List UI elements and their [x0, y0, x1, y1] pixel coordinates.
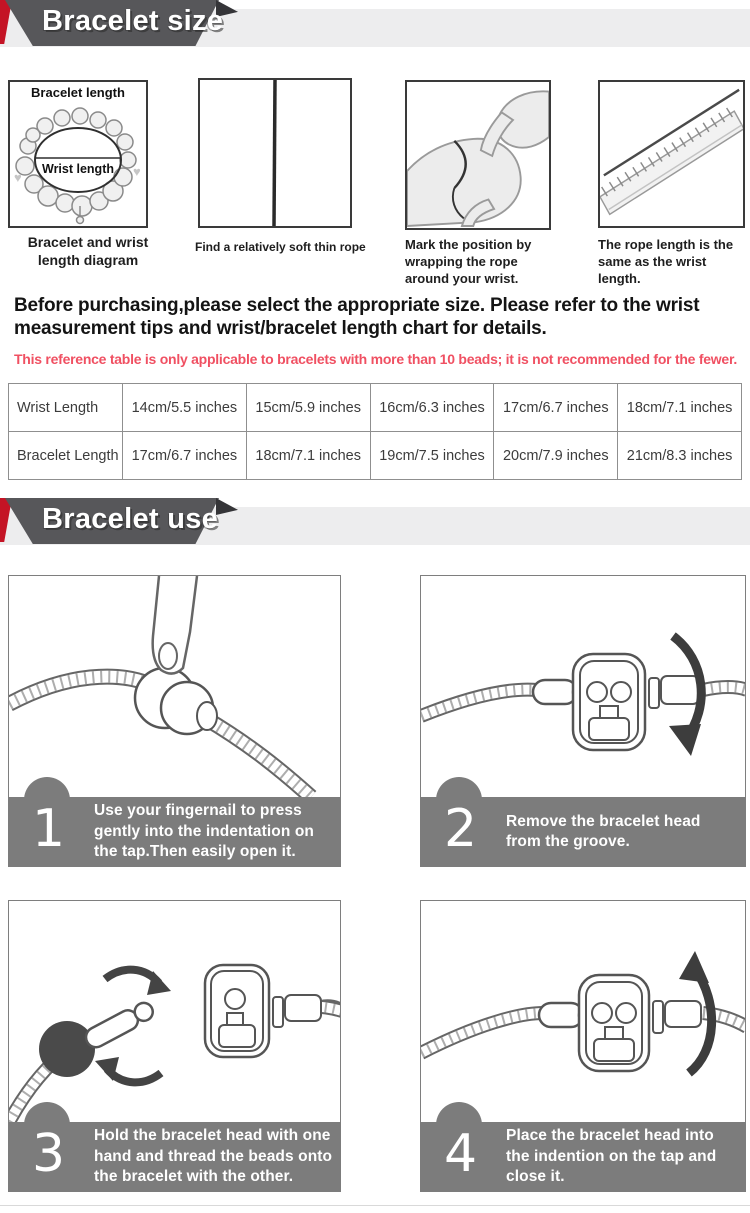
intro-text: Before purchasing,please select the appropriate size. Please refer to the wrist measurement tips and wrist/bracelet length chart for details. — [14, 295, 700, 340]
step-1-illustration — [9, 576, 340, 797]
use-step-2-panel — [420, 575, 746, 867]
measure-caption-2: Find a relatively soft thin rope — [195, 240, 366, 254]
wrist-length-label: Wrist length — [42, 162, 114, 176]
banner-size-title: Bracelet size — [42, 5, 224, 37]
measure-caption-3: Mark the position by wrapping the rope around your wrist. — [405, 237, 532, 286]
wrist-value: 15cm/5.9 inches — [246, 384, 370, 432]
use-steps-grid — [8, 575, 746, 1192]
bracelet-value: 18cm/7.1 inches — [246, 432, 370, 480]
banner-bracelet-use — [0, 498, 750, 546]
bracelet-value: 17cm/6.7 inches — [123, 432, 247, 480]
rope-image — [200, 80, 350, 226]
charm-heart-icon: ♥ — [14, 170, 22, 185]
rope-panel — [198, 78, 352, 228]
bracelet-value: 21cm/8.3 inches — [618, 432, 742, 480]
wrist-value: 18cm/7.1 inches — [618, 384, 742, 432]
banner-use-title: Bracelet use — [42, 503, 219, 535]
size-table — [8, 383, 742, 480]
banner-bracelet-size — [0, 0, 750, 48]
use-step-1-panel — [8, 575, 341, 867]
measure-caption-1: Bracelet and wrist length diagram — [27, 234, 149, 269]
bracelet-value: 19cm/7.5 inches — [370, 432, 494, 480]
wrist-value: 14cm/5.5 inches — [123, 384, 247, 432]
wrist-length-header: Wrist Length — [9, 384, 123, 432]
wrist-value: 16cm/6.3 inches — [370, 384, 494, 432]
wrist-value: 17cm/6.7 inches — [494, 384, 618, 432]
bracelet-length-header: Bracelet Length — [9, 432, 123, 480]
step-2-illustration — [421, 576, 745, 797]
warning-text: This reference table is only applicable to bracelets with more than 10 beads; it is not recommended for the fewer. — [14, 351, 738, 367]
wrist-wrap-image — [407, 82, 549, 228]
ruler-panel — [598, 80, 745, 228]
step-4-number: 4 — [444, 1124, 478, 1184]
step-3-number: 3 — [32, 1124, 66, 1184]
step-1-number: 1 — [32, 799, 66, 859]
charm-heart-icon: ♥ — [133, 164, 141, 179]
use-step-4-panel — [420, 900, 746, 1192]
bracelet-length-label: Bracelet length — [31, 85, 125, 100]
bracelet-diagram-image — [10, 82, 146, 226]
use-step-3-panel — [8, 900, 341, 1192]
step-3-text: Hold the bracelet head with one hand and thread the beads onto the bracelet with the other. — [94, 1127, 333, 1186]
step-4-caption-bar — [420, 1122, 746, 1192]
ruler-image — [600, 82, 743, 226]
step-4-illustration — [421, 901, 745, 1122]
wrist-wrap-panel — [405, 80, 551, 230]
bottom-divider — [0, 1205, 750, 1206]
measure-caption-4: The rope length is the same as the wrist length. — [598, 237, 734, 286]
step-4-text: Place the bracelet head into the indention on the tap and close it. — [506, 1127, 717, 1186]
step-2-caption-bar — [420, 797, 746, 867]
step-3-illustration — [9, 901, 340, 1122]
step-2-text: Remove the bracelet head from the groove. — [506, 812, 701, 850]
step-1-caption-bar — [8, 797, 341, 867]
step-1-text: Use your fingernail to press gently into the indentation on the tap.Then easily open it. — [94, 802, 314, 861]
table-row-bracelet — [9, 432, 742, 480]
bracelet-value: 20cm/7.9 inches — [494, 432, 618, 480]
bracelet-diagram-panel — [8, 80, 148, 228]
step-3-caption-bar — [8, 1122, 341, 1192]
table-row-wrist — [9, 384, 742, 432]
step-2-number: 2 — [444, 799, 478, 859]
